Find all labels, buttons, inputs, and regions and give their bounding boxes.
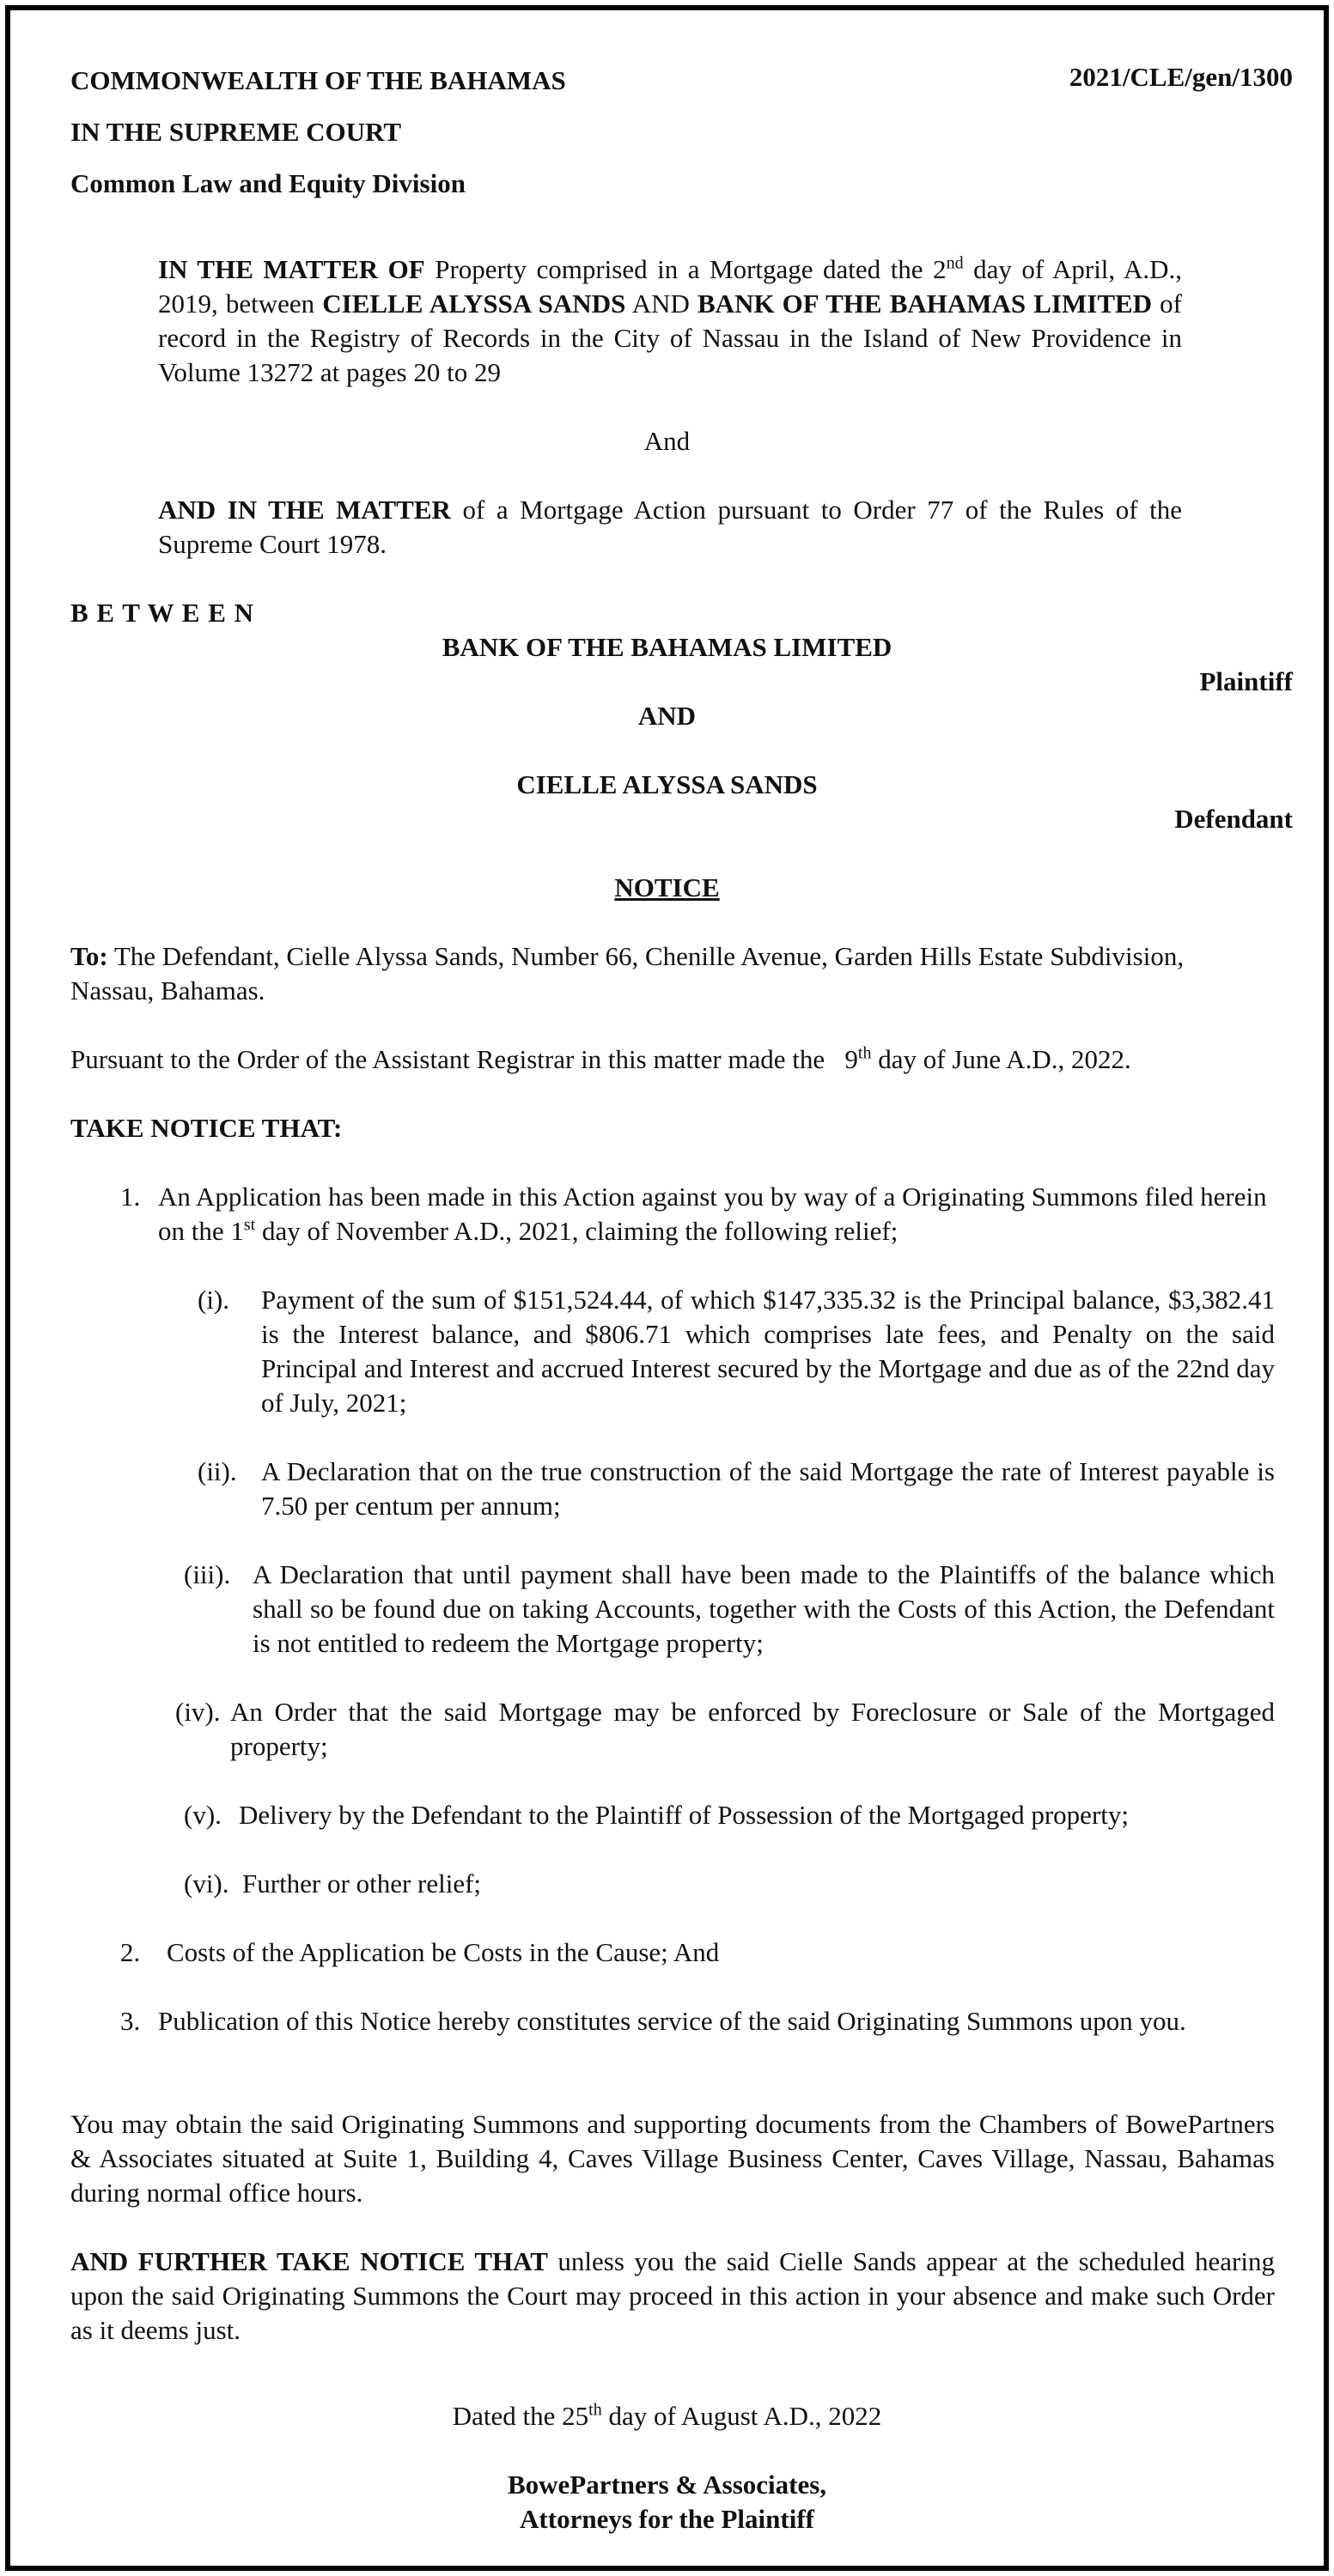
relief-vi-text: Further or other relief; xyxy=(242,1868,482,1899)
item-1-text-b: day of November A.D., 2021, claiming the following relief; xyxy=(255,1216,898,1246)
defendant-name: CIELLE ALYSSA SANDS xyxy=(516,769,818,799)
dated-text-b: day of August A.D., 2022 xyxy=(601,2401,882,2431)
relief-ii-text: A Declaration that on the true construction of the said Mortgage the rate of Interest payable is 7.50 per centum per annum; xyxy=(261,1456,1275,1521)
matter2-text: of a Mortgage Action pursuant to Order 77 of the Rules of the Supreme Court 1978. xyxy=(158,495,1182,559)
further-text: unless you the said Cielle Sands appear at the scheduled hearing upon the said Originating Summons the Court may proceed in this action in your absence and make such Order as it deems just. xyxy=(70,2246,1275,2345)
pursuant-sup: th xyxy=(857,1043,872,1063)
matter-text-b: day of April, A.D., 2019, between xyxy=(158,254,1182,319)
between-label: B E T W E E N xyxy=(70,598,255,628)
matter-party-1: CIELLE ALYSSA SANDS xyxy=(322,289,626,319)
matter-text-c: of record in the Registry of Records in the City of Nassau in the Island of New Providence in Volume 13272 at pages 20 to 29 xyxy=(158,289,1182,387)
matter2-lead: AND IN THE MATTER xyxy=(158,495,451,525)
further-lead: AND FURTHER TAKE NOTICE THAT xyxy=(70,2246,548,2276)
court-jurisdiction: COMMONWEALTH OF THE BAHAMAS xyxy=(70,65,566,95)
pursuant-text-a: Pursuant to the Order of the Assistant Registrar in this matter made the 9 xyxy=(70,1044,858,1074)
matter-text-a: Property comprised in a Mortgage dated the 2 xyxy=(424,254,947,284)
defendant-label: Defendant xyxy=(1174,804,1293,834)
matter-lead: IN THE MATTER OF xyxy=(158,254,425,284)
pursuant-paragraph xyxy=(70,1042,1299,1077)
signature-role: Attorneys for the Plaintiff xyxy=(520,2504,814,2534)
item-1-text xyxy=(158,1180,1275,1249)
item-1-sup: st xyxy=(243,1215,256,1235)
relief-vi-number: (vi). xyxy=(184,1868,229,1899)
item-2-number: 2. xyxy=(120,1937,141,1967)
relief-iii-number: (iii). xyxy=(184,1559,231,1589)
relief-iv-text: An Order that the said Mortgage may be enforced by Foreclosure or Sale of the Mortgaged property; xyxy=(230,1697,1275,1761)
dated-text-a: Dated the 25 xyxy=(452,2401,589,2431)
relief-iv-number: (iv). xyxy=(175,1697,221,1727)
relief-v-number: (v). xyxy=(184,1800,222,1830)
relief-i-number: (i). xyxy=(198,1285,230,1315)
further-notice-paragraph xyxy=(70,2245,1275,2348)
to-paragraph xyxy=(70,939,1187,1008)
relief-iii-text: A Declaration that until payment shall have been made to the Plaintiffs of the balance which shall so be found due on taking Accounts, together with the Costs of this Action, the Defendant is not entitled to redeem the Mortgage property; xyxy=(253,1559,1275,1658)
relief-ii-number: (ii). xyxy=(198,1456,237,1486)
court-name: IN THE SUPREME COURT xyxy=(70,117,402,147)
document-frame xyxy=(5,5,1329,2571)
relief-v-text: Delivery by the Defendant to the Plaintiff of Possession of the Mortgaged property; xyxy=(239,1800,1129,1830)
court-division: Common Law and Equity Division xyxy=(70,168,466,198)
notice-page xyxy=(10,10,1324,2566)
matter-paragraph-2 xyxy=(158,493,1182,562)
item-1-number: 1. xyxy=(120,1182,141,1212)
take-notice-heading: TAKE NOTICE THAT: xyxy=(70,1113,343,1143)
item-1-text-a: An Application has been made in this Action against you by way of a Originating Summons filed herein on the 1 xyxy=(158,1182,1267,1246)
dated-sup: th xyxy=(588,2400,602,2420)
parties-and: AND xyxy=(637,701,697,731)
pursuant-text-b: day of June A.D., 2022. xyxy=(871,1044,1131,1074)
item-2-text: Costs of the Application be Costs in the Cause; And xyxy=(167,1937,720,1967)
plaintiff-name: BANK OF THE BAHAMAS LIMITED xyxy=(442,632,892,662)
matter-sup: nd xyxy=(946,253,964,273)
signature-firm: BowePartners & Associates, xyxy=(507,2470,827,2500)
dated-line xyxy=(10,2399,1324,2433)
matter-paragraph-1 xyxy=(158,252,1182,390)
and-separator: And xyxy=(643,426,691,456)
to-text: The Defendant, Cielle Alyssa Sands, Number 66, Chenille Avenue, Garden Hills Estate Subdivision, Nassau, Bahamas. xyxy=(70,941,1185,1005)
notice-title: NOTICE xyxy=(614,872,720,902)
to-label: To: xyxy=(70,941,108,971)
item-3-number: 3. xyxy=(120,2006,141,2036)
plaintiff-label: Plaintiff xyxy=(1199,666,1293,696)
obtain-paragraph: You may obtain the said Originating Summons and supporting documents from the Chambers of BowePartners & Associates situated at Suite 1, Building 4, Caves Village Business Center, Caves Village, Nassau, Bahamas during normal office hours. xyxy=(70,2109,1275,2208)
matter-and: AND xyxy=(625,289,697,319)
relief-i-text: Payment of the sum of $151,524.44, of which $147,335.32 is the Principal balance, $3,382.41 is the Interest balance, and $806.71 which comprises late fees, and Penalty on the said Principal and Interest and accrued Interest secured by the Mortgage and due as of the 22nd day of July, 2021; xyxy=(261,1285,1275,1418)
case-number: 2021/CLE/gen/1300 xyxy=(1069,62,1293,92)
item-3-text: Publication of this Notice hereby constitutes service of the said Originating Summons upon you. xyxy=(158,2006,1186,2036)
matter-party-2: BANK OF THE BAHAMAS LIMITED xyxy=(697,289,1153,319)
